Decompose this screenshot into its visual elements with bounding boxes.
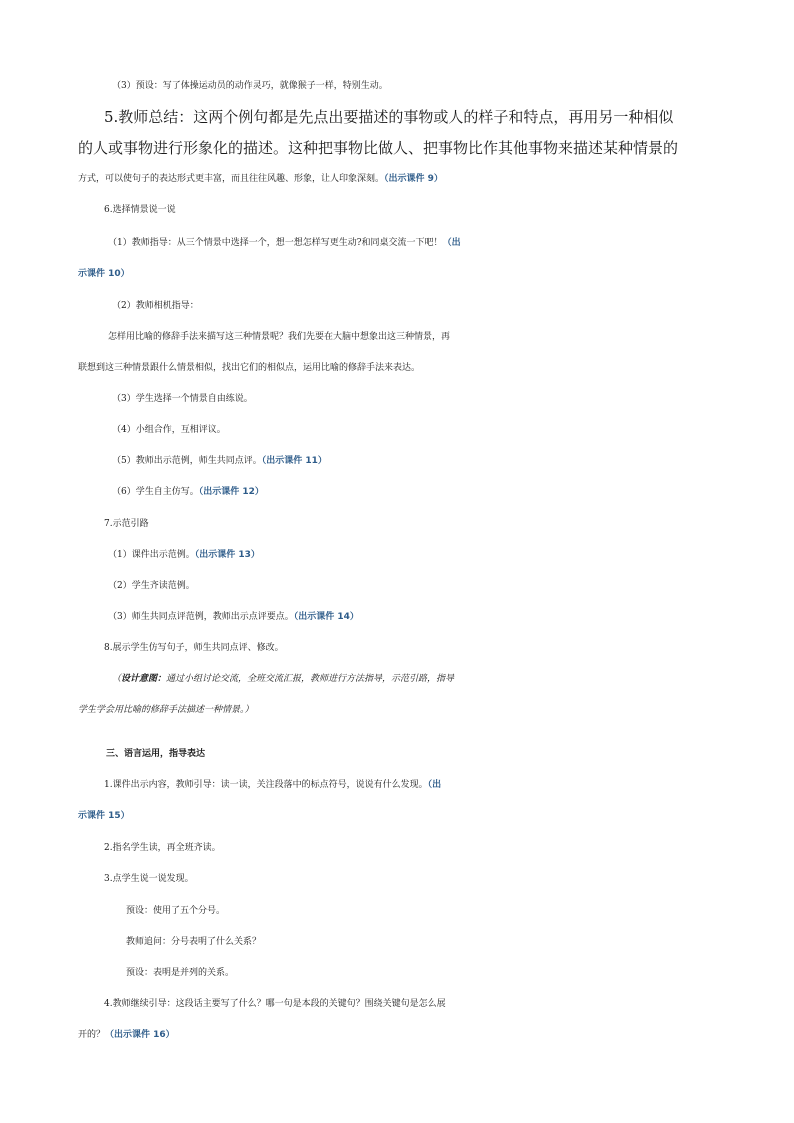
line-text: 的人或事物进行形象化的描述。这种把事物比做人、把事物比作其他事物来描述某种情景的 [78,139,679,157]
line-text: （3）学生选择一个情景自由练说。 [112,394,253,404]
text-line [0,482,794,502]
text-line [0,775,794,795]
text-line [0,932,794,952]
text-line [0,451,794,471]
courseware-ref: （出示课件 9） [384,174,443,184]
courseware-ref: 示课件 15） [78,811,130,821]
line-text: 怎样用比喻的修辞手法来描写这三种情景呢？我们先要在大脑中想象出这三种情景，再 [108,332,451,342]
text-line [0,107,716,127]
line-text: （3）预设：写了体操运动员的动作灵巧，就像猴子一样，特别生动。 [112,81,388,91]
text-line [0,76,794,96]
courseware-ref: （出 [427,780,442,790]
courseware-ref: 示课件 10） [78,269,130,279]
line-text: 联想到这三种情景跟什么情景相似，找出它们的相似点，运用比喻的修辞手法来表达。 [78,363,421,373]
design-note-text: 学生学会用比喻的修辞手法描述一种情景。） [78,705,254,715]
text-line [0,169,794,189]
line-text: （3）师生共同点评范例，教师出示点评要点。 [108,612,294,622]
note-open-paren: （ [112,674,122,684]
text-line [0,607,794,627]
text-line [0,806,794,826]
courseware-ref: （出示课件 11） [261,456,327,466]
line-text: （5）教师出示范例，师生共同点评。 [112,456,262,466]
line-text: （6）学生自主仿写。 [112,487,199,497]
line-text: 5.教师总结：这两个例句都是先点出要描述的事物或人的样子和特点，再用另一种相似 [104,108,674,126]
courseware-ref: （出 [442,238,461,248]
section-heading-text: 三、语言运用，指导表达 [106,749,206,759]
line-text: （1）课件出示范例。 [108,550,195,560]
line-text: 8.展示学生仿写句子，师生共同点评、修改。 [104,643,284,653]
line-text: 3.点学生说一说发现。 [104,874,194,884]
line-text: （2）教师相机指导： [112,301,199,311]
text-line [0,358,794,378]
line-text: 预设：使用了五个分号。 [126,906,226,916]
text-line [0,869,794,889]
text-line [0,389,794,409]
line-text: 4.教师继续引导：这段话主要写了什么？哪一句是本段的关键句？围绕关键句是怎么展 [104,999,446,1009]
text-line [0,296,794,316]
line-text: 1.课件出示内容，教师引导：读一读，关注段落中的标点符号，说说有什么发现。 [104,780,428,790]
design-note-text: 通过小组讨论交流，全班交流汇报，教师进行方法指导，示范引路，指导 [166,674,455,684]
text-line [0,327,794,347]
courseware-ref: （出示课件 13） [194,550,260,560]
line-text: 6.选择情景说一说 [104,205,176,215]
line-text: （1）教师指导：从三个情景中选择一个，想一想怎样写更生动?和同桌交流一下吧！ [108,238,443,248]
text-line [0,233,794,253]
courseware-ref: （出示课件 12） [198,487,264,497]
text-line [0,994,794,1014]
line-text: 预设：表明是并列的关系。 [126,968,235,978]
line-text: 方式，可以使句子的表达形式更丰富，而且往往风趣、形象，让人印象深刻。 [78,174,385,184]
text-line [0,138,716,158]
text-line [0,200,794,220]
line-text: 开的？ [78,1030,106,1040]
line-text: （4）小组合作，互相评议。 [112,425,226,435]
text-line [0,576,794,596]
line-text: 2.指名学生读，再全班齐读。 [104,843,221,853]
text-line [0,264,794,284]
text-line [0,638,794,658]
text-line [0,838,794,858]
courseware-ref: （出示课件 16） [105,1030,175,1040]
text-line [0,901,794,921]
courseware-ref: （出示课件 14） [293,612,359,622]
line-text: 7.示范引路 [104,519,149,529]
text-line [0,963,794,983]
text-line [0,420,794,440]
text-line [0,545,794,565]
section-heading [0,744,794,764]
line-text: （2）学生齐读范例。 [108,581,195,591]
design-note-line [0,700,794,720]
design-note-line [0,669,794,689]
design-note-label: 设计意图： [121,674,167,684]
text-line [0,514,794,534]
text-line [0,1025,794,1045]
line-text: 教师追问：分号表明了什么关系？ [126,937,262,947]
